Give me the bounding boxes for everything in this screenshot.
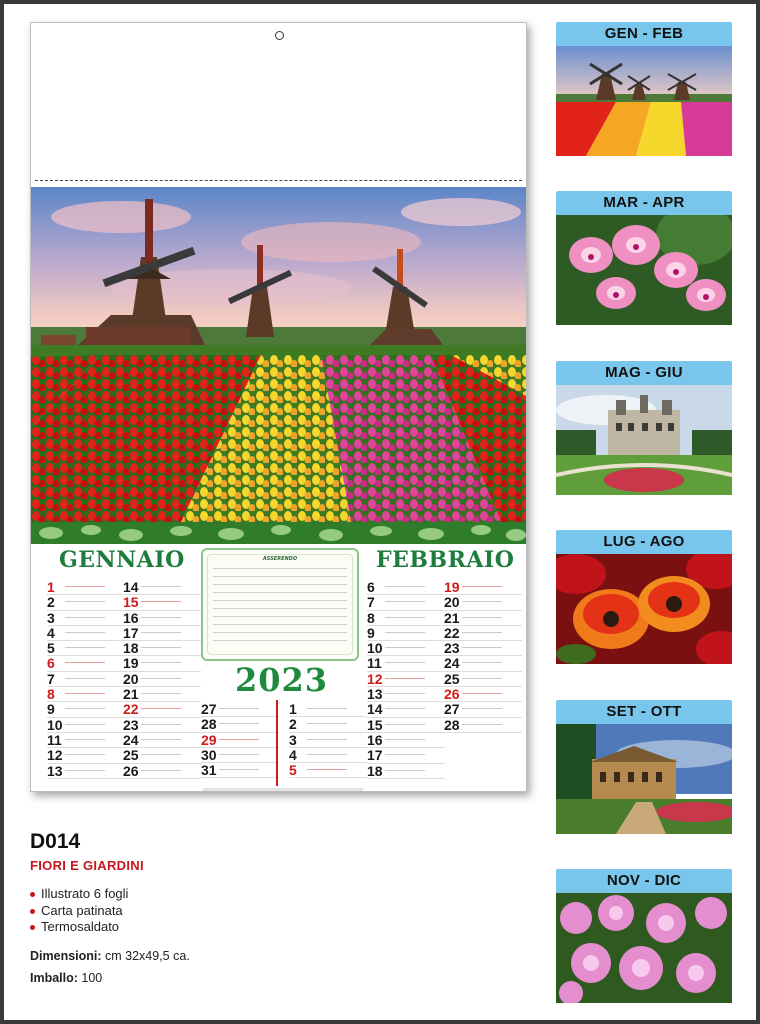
day-number: 6	[367, 579, 375, 595]
day-number: 16	[123, 609, 139, 626]
day-row	[367, 764, 445, 779]
day-row	[367, 718, 445, 733]
day-number: 25	[123, 747, 139, 764]
info-box-text-line	[213, 640, 347, 641]
day-row	[367, 611, 445, 626]
day-saint-line	[462, 632, 502, 633]
thumbnail-set-ott[interactable]	[556, 700, 732, 834]
day-number: 31	[201, 762, 217, 779]
day-saint-line	[65, 693, 105, 694]
day-saint-line	[385, 724, 425, 725]
february-column-2	[367, 580, 445, 779]
info-box-text-line	[213, 608, 347, 609]
day-row	[444, 718, 522, 733]
day-saint-line	[462, 678, 502, 679]
day-saint-line	[307, 769, 347, 770]
day-number: 14	[367, 701, 383, 718]
day-number: 17	[123, 624, 139, 641]
day-number: 16	[367, 731, 383, 748]
day-saint-line	[141, 662, 181, 663]
day-saint-line	[65, 754, 105, 755]
day-number: 28	[201, 716, 217, 733]
day-row	[47, 764, 125, 779]
day-row	[201, 763, 279, 778]
day-saint-line	[385, 617, 425, 618]
day-number: 23	[123, 716, 139, 733]
day-saint-line	[141, 632, 181, 633]
day-row	[289, 702, 367, 717]
day-row	[444, 580, 522, 595]
day-saint-line	[385, 770, 425, 771]
day-saint-line	[141, 647, 181, 648]
day-saint-line	[65, 678, 105, 679]
day-row	[47, 687, 125, 702]
day-number: 24	[123, 731, 139, 748]
day-number: 22	[123, 701, 139, 718]
calendar-grid	[31, 522, 527, 792]
day-row	[444, 672, 522, 687]
day-saint-line	[65, 770, 105, 771]
january-column-2	[123, 580, 201, 779]
day-saint-line	[141, 586, 181, 587]
thumbnail-lug-ago[interactable]	[556, 530, 732, 664]
day-number: 10	[47, 716, 63, 733]
day-number: 13	[367, 686, 383, 703]
day-row	[47, 748, 125, 763]
january-column-1	[47, 580, 125, 779]
day-row	[367, 656, 445, 671]
thumbnail-image-tulips-windmills	[556, 46, 732, 156]
day-number: 26	[123, 762, 139, 779]
day-number: 6	[47, 655, 55, 672]
thumbnail-label: LUG - AGO	[556, 530, 732, 554]
day-number: 12	[367, 670, 383, 687]
spec-dimensions-value: cm 32x49,5 ca.	[101, 949, 190, 963]
day-row	[444, 611, 522, 626]
day-saint-line	[65, 708, 105, 709]
day-saint-line	[65, 724, 105, 725]
day-saint-line	[141, 739, 181, 740]
thumbnail-label: NOV - DIC	[556, 869, 732, 893]
day-number: 5	[289, 762, 297, 779]
day-saint-line	[65, 601, 105, 602]
day-row	[47, 702, 125, 717]
info-box	[201, 548, 359, 661]
day-saint-line	[462, 662, 502, 663]
thumbnail-mag-giu[interactable]	[556, 361, 732, 495]
day-saint-line	[385, 754, 425, 755]
hang-hole	[275, 31, 284, 40]
day-saint-line	[65, 739, 105, 740]
month-title-january: GENNAIO	[59, 547, 185, 573]
day-saint-line	[385, 708, 425, 709]
day-number: 2	[47, 594, 55, 611]
day-saint-line	[462, 647, 502, 648]
day-row	[47, 626, 125, 641]
day-row	[123, 626, 201, 641]
spec-packaging	[30, 971, 102, 985]
spec-dimensions	[30, 949, 190, 963]
day-row	[367, 672, 445, 687]
day-saint-line	[462, 601, 502, 602]
info-box-title: ASSERENDO	[262, 556, 298, 562]
day-number: 12	[47, 747, 63, 764]
day-saint-line	[219, 708, 259, 709]
day-number: 21	[123, 686, 139, 703]
leaf-band	[31, 522, 527, 544]
day-row	[123, 764, 201, 779]
day-row	[123, 733, 201, 748]
day-saint-line	[141, 693, 181, 694]
day-saint-line	[462, 586, 502, 587]
day-number: 27	[444, 701, 460, 718]
day-number: 10	[367, 640, 383, 657]
day-saint-line	[307, 739, 347, 740]
day-row	[47, 580, 125, 595]
day-number: 27	[201, 701, 217, 717]
day-row	[367, 733, 445, 748]
day-number: 25	[444, 670, 460, 687]
day-saint-line	[141, 678, 181, 679]
calendar-footnote	[203, 788, 363, 791]
day-row	[47, 733, 125, 748]
thumbnail-image-villa-garden	[556, 724, 732, 834]
month-divider	[276, 700, 278, 786]
day-saint-line	[385, 632, 425, 633]
day-number: 23	[444, 640, 460, 657]
info-box-text-line	[213, 616, 347, 617]
spec-packaging-value: 100	[77, 971, 103, 985]
day-row	[367, 595, 445, 610]
day-number: 20	[123, 670, 139, 687]
month-title-february: FEBBRAIO	[376, 547, 515, 573]
day-saint-line	[141, 754, 181, 755]
day-row	[444, 626, 522, 641]
day-number: 8	[367, 609, 375, 626]
day-row	[444, 687, 522, 702]
day-number: 9	[47, 701, 55, 718]
feature-item: Termosaldato	[30, 919, 128, 936]
thumbnail-label: SET - OTT	[556, 700, 732, 724]
product-name: FIORI E GIARDINI	[30, 858, 144, 873]
thumbnail-mar-apr[interactable]	[556, 191, 732, 325]
day-saint-line	[65, 586, 105, 587]
day-saint-line	[462, 693, 502, 694]
day-row	[47, 656, 125, 671]
day-saint-line	[65, 662, 105, 663]
day-saint-line	[385, 601, 425, 602]
day-row	[367, 748, 445, 763]
thumbnail-image-pink-orchids	[556, 215, 732, 325]
thumbnail-nov-dic[interactable]	[556, 869, 732, 1003]
day-number: 14	[123, 579, 139, 595]
day-row	[123, 748, 201, 763]
day-number: 3	[47, 609, 55, 626]
thumbnail-label: MAG - GIU	[556, 361, 732, 385]
perforation-line	[35, 180, 522, 181]
day-row	[201, 733, 279, 748]
february-column-3	[444, 580, 522, 733]
info-box-text-line	[213, 576, 347, 577]
calendar-preview	[30, 22, 527, 792]
day-number: 19	[123, 655, 139, 672]
day-number: 2	[289, 716, 297, 733]
info-box-text-line	[213, 624, 347, 625]
day-number: 4	[289, 746, 297, 763]
day-number: 13	[47, 762, 63, 779]
day-saint-line	[462, 617, 502, 618]
calendar-year: 2023	[234, 661, 329, 699]
product-code: D014	[30, 830, 81, 853]
day-row	[123, 702, 201, 717]
february-column-1	[289, 702, 367, 778]
day-number: 18	[123, 640, 139, 657]
day-saint-line	[141, 708, 181, 709]
day-number: 1	[289, 701, 297, 717]
day-saint-line	[219, 769, 259, 770]
day-number: 22	[444, 624, 460, 641]
thumbnail-gen-feb[interactable]	[556, 22, 732, 156]
day-number: 30	[201, 746, 217, 763]
day-number: 18	[367, 762, 383, 779]
day-row	[123, 656, 201, 671]
day-saint-line	[65, 617, 105, 618]
day-row	[123, 580, 201, 595]
calendar-photo-tulips-windmills	[31, 187, 527, 522]
day-saint-line	[141, 724, 181, 725]
day-row	[123, 687, 201, 702]
day-row	[123, 611, 201, 626]
day-saint-line	[385, 647, 425, 648]
day-number: 3	[289, 731, 297, 748]
day-row	[444, 595, 522, 610]
day-row	[289, 748, 367, 763]
day-number: 20	[444, 594, 460, 611]
feature-item: Illustrato 6 fogli	[30, 886, 128, 903]
info-box-text-line	[213, 584, 347, 585]
thumbnail-image-castle-garden	[556, 385, 732, 495]
day-row	[367, 702, 445, 717]
thumbnail-image-pink-azaleas	[556, 893, 732, 1003]
day-number: 28	[444, 716, 460, 733]
day-row	[289, 717, 367, 732]
day-saint-line	[307, 723, 347, 724]
day-number: 21	[444, 609, 460, 626]
day-saint-line	[65, 647, 105, 648]
day-number: 4	[47, 624, 55, 641]
day-row	[47, 672, 125, 687]
day-number: 7	[47, 670, 55, 687]
day-saint-line	[141, 601, 181, 602]
day-row	[47, 641, 125, 656]
day-row	[289, 733, 367, 748]
day-row	[123, 641, 201, 656]
day-row	[47, 595, 125, 610]
day-saint-line	[141, 770, 181, 771]
day-row	[367, 641, 445, 656]
day-saint-line	[462, 724, 502, 725]
day-number: 26	[444, 686, 460, 703]
day-row	[289, 763, 367, 778]
day-row	[123, 672, 201, 687]
day-saint-line	[385, 586, 425, 587]
day-number: 1	[47, 579, 55, 595]
day-number: 29	[201, 731, 217, 748]
day-saint-line	[307, 708, 347, 709]
day-row	[201, 717, 279, 732]
day-row	[47, 718, 125, 733]
day-saint-line	[385, 739, 425, 740]
day-row	[201, 702, 279, 717]
day-saint-line	[141, 617, 181, 618]
day-row	[444, 656, 522, 671]
day-row	[201, 748, 279, 763]
day-number: 11	[47, 731, 62, 748]
day-saint-line	[219, 723, 259, 724]
day-row	[123, 718, 201, 733]
day-row	[367, 687, 445, 702]
day-saint-line	[219, 754, 259, 755]
day-row	[123, 595, 201, 610]
day-number: 17	[367, 747, 383, 764]
day-saint-line	[307, 754, 347, 755]
day-row	[367, 580, 445, 595]
feature-list	[30, 886, 128, 936]
day-number: 24	[444, 655, 460, 672]
info-box-text-line	[213, 568, 347, 569]
day-saint-line	[385, 662, 425, 663]
day-row	[444, 641, 522, 656]
day-saint-line	[65, 632, 105, 633]
day-saint-line	[462, 708, 502, 709]
spec-dimensions-label: Dimensioni:	[30, 949, 102, 963]
day-number: 8	[47, 686, 55, 703]
info-box-text-line	[213, 600, 347, 601]
spec-packaging-label: Imballo:	[30, 971, 78, 985]
feature-item: Carta patinata	[30, 903, 128, 920]
day-number: 5	[47, 640, 55, 657]
day-number: 15	[367, 716, 383, 733]
day-row	[367, 626, 445, 641]
day-saint-line	[385, 678, 425, 679]
day-number: 15	[123, 594, 139, 611]
day-number: 9	[367, 624, 375, 641]
day-saint-line	[219, 739, 259, 740]
day-number: 19	[444, 579, 460, 595]
thumbnail-image-red-poppies	[556, 554, 732, 664]
january-column-3	[201, 702, 279, 778]
day-number: 11	[367, 655, 382, 672]
info-box-text-line	[213, 592, 347, 593]
info-box-text-line	[213, 632, 347, 633]
day-number: 7	[367, 594, 375, 611]
thumbnail-label: GEN - FEB	[556, 22, 732, 46]
day-row	[444, 702, 522, 717]
day-row	[47, 611, 125, 626]
thumbnail-label: MAR - APR	[556, 191, 732, 215]
day-saint-line	[385, 693, 425, 694]
